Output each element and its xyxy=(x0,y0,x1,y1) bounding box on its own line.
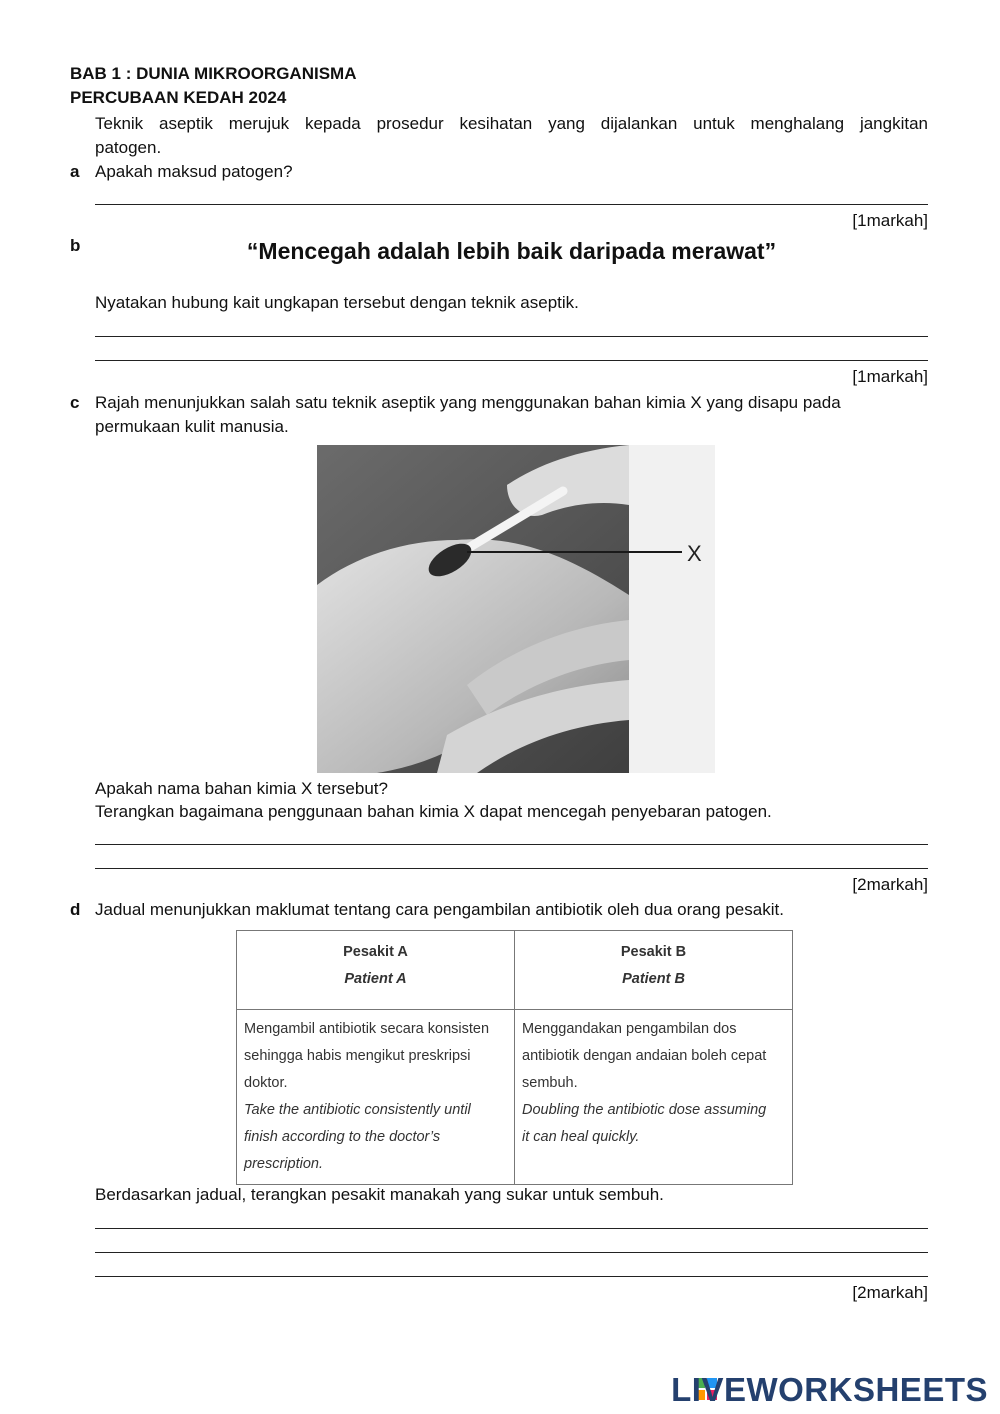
question-d-marks: [2markah] xyxy=(852,1283,928,1302)
table-header-patient-b xyxy=(515,931,793,1010)
question-a-text: Apakah maksud patogen? xyxy=(95,162,293,181)
answer-line-d2[interactable] xyxy=(95,1252,928,1253)
intro-line-1: Teknik aseptik merujuk kepada prosedur kesihatan yang dijalankan untuk menghalang jangkitan xyxy=(95,114,928,133)
question-c-q2: Terangkan bagaimana penggunaan bahan kimia X dapat mencegah penyebaran patogen. xyxy=(95,802,772,821)
liveworksheets-brand[interactable]: LIVEWORKSHEETS xyxy=(671,1371,988,1408)
table-header-patient-a xyxy=(237,931,515,1010)
cell-b-english-2: it can heal quickly. xyxy=(522,1129,640,1145)
question-b-label: b xyxy=(70,236,81,255)
question-d-line-1: Jadual menunjukkan maklumat tentang cara pengambilan antibiotik oleh dua orang pesakit. xyxy=(95,900,784,919)
question-b-quote: “Mencegah adalah lebih baik daripada merawat” xyxy=(246,238,777,264)
cell-a-english-3: prescription. xyxy=(244,1156,323,1172)
question-a-label: a xyxy=(70,162,80,181)
exam-source: PERCUBAAN KEDAH 2024 xyxy=(70,88,287,107)
answer-line-c1[interactable] xyxy=(95,844,928,845)
question-c-q1: Apakah nama bahan kimia X tersebut? xyxy=(95,779,388,798)
question-b-marks: [1markah] xyxy=(852,367,928,386)
cell-a-english-2: finish according to the doctor’s xyxy=(244,1129,441,1145)
header-b-english: Patient B xyxy=(622,971,685,987)
question-d-text: Berdasarkan jadual, terangkan pesakit manakah yang sukar untuk sembuh. xyxy=(95,1185,664,1204)
cell-a-english-1: Take the antibiotic consistently until xyxy=(244,1102,471,1118)
antibiotic-table xyxy=(236,930,793,1185)
table-cell-patient-a xyxy=(237,1010,515,1185)
question-b-text: Nyatakan hubung kait ungkapan tersebut dengan teknik aseptik. xyxy=(95,293,579,312)
answer-line-d1[interactable] xyxy=(95,1228,928,1229)
intro-line-2: patogen. xyxy=(95,138,162,157)
cell-b-malay-3: sembuh. xyxy=(522,1075,578,1091)
chapter-title: BAB 1 : DUNIA MIKROORGANISMA xyxy=(70,64,357,83)
cell-a-malay-2: sehingga habis mengikut preskripsi xyxy=(244,1048,471,1064)
header-a-malay: Pesakit A xyxy=(343,944,408,960)
question-a-marks: [1markah] xyxy=(852,211,928,230)
cell-a-malay-3: doktor. xyxy=(244,1075,288,1091)
cell-b-malay-1: Menggandakan pengambilan dos xyxy=(522,1021,737,1037)
question-c-line-2: permukaan kulit manusia. xyxy=(95,417,289,436)
header-b-malay: Pesakit B xyxy=(620,944,687,960)
hand-illustration xyxy=(317,445,715,773)
answer-line-c2[interactable] xyxy=(95,868,928,869)
answer-line-b2[interactable] xyxy=(95,360,928,361)
cell-a-malay-1: Mengambil antibiotik secara konsisten xyxy=(244,1021,490,1037)
cell-b-english-1: Doubling the antibiotic dose assuming xyxy=(522,1102,767,1118)
question-c-label: c xyxy=(70,393,80,412)
question-d-label: d xyxy=(70,900,81,919)
aseptic-swab-photo xyxy=(317,445,715,773)
answer-line-a1[interactable] xyxy=(95,204,928,205)
header-a-english: Patient A xyxy=(344,971,407,987)
table-cell-patient-b xyxy=(515,1010,793,1185)
answer-line-d3[interactable] xyxy=(95,1276,928,1277)
question-c-line-1: Rajah menunjukkan salah satu teknik aseptik yang menggunakan bahan kimia X yang disapu pada xyxy=(95,393,841,412)
answer-line-b1[interactable] xyxy=(95,336,928,337)
cell-b-malay-2: antibiotik dengan andaian boleh cepat xyxy=(522,1048,767,1064)
figure-label-x: X xyxy=(687,541,702,566)
question-c-marks: [2markah] xyxy=(852,875,928,894)
